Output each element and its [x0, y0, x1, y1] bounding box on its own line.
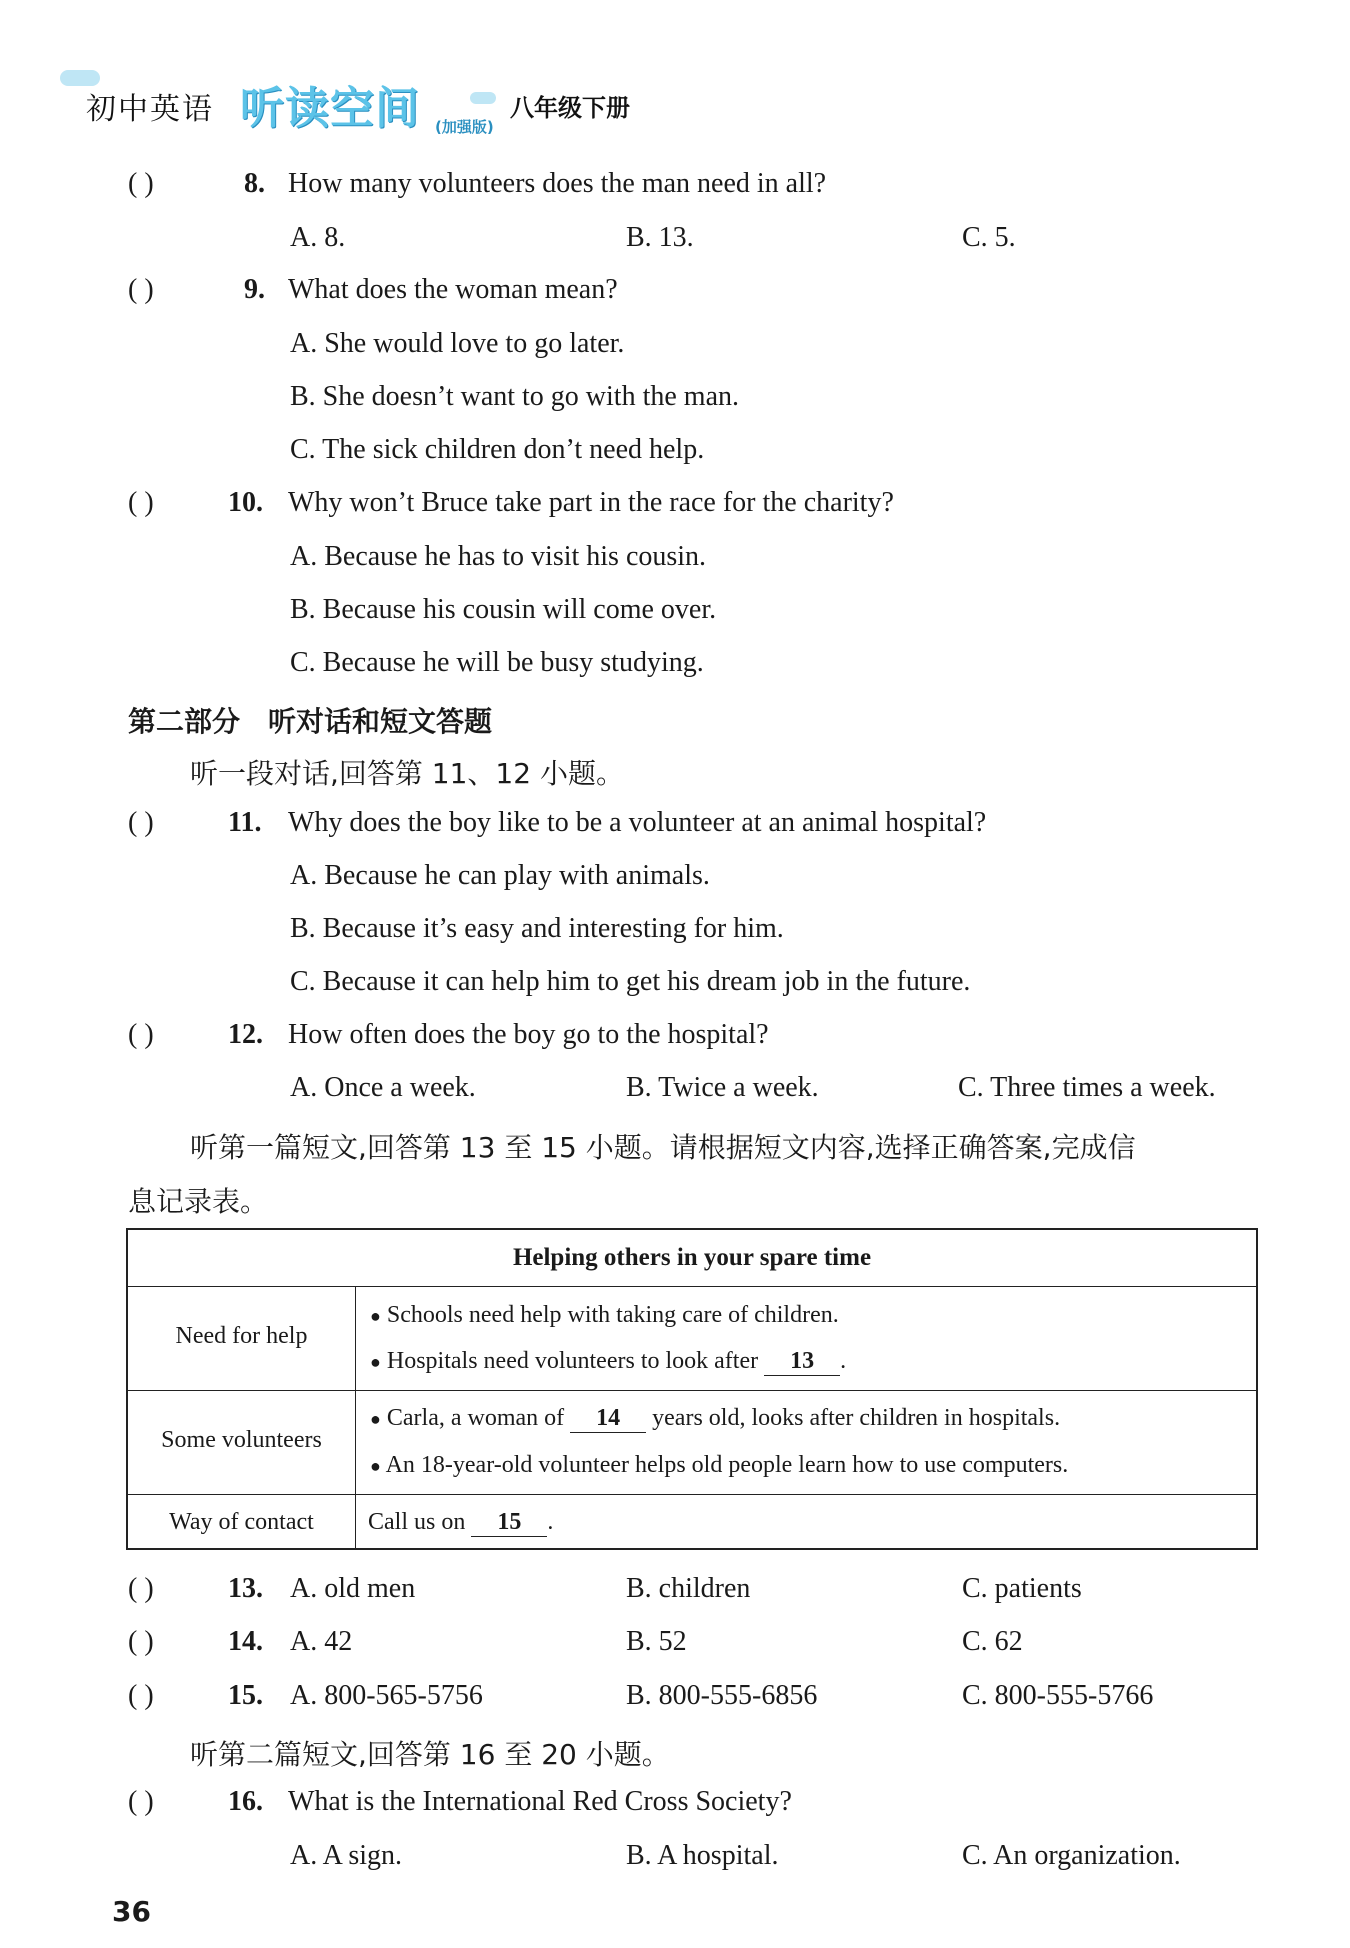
option-c: C. An organization. — [962, 1840, 1181, 1871]
info-record-table — [126, 1228, 1258, 1550]
question-number: 12. — [228, 1019, 263, 1050]
question-number: 8. — [244, 168, 265, 199]
option-a: A. 800-565-5756 — [290, 1680, 483, 1711]
blank-15: 15 — [471, 1509, 547, 1537]
cell-text: An 18-year-old volunteer helps old people learn how to use computers. — [385, 1452, 1069, 1478]
table-title: Helping others in your spare time — [128, 1230, 1256, 1287]
cell-text: Call us on — [368, 1509, 466, 1535]
answer-paren: ( ) — [128, 1626, 154, 1657]
bullet: ● — [370, 1352, 381, 1372]
question-number: 10. — [228, 487, 263, 518]
answer-paren: ( ) — [128, 168, 154, 199]
option-c: C. 800-555-5766 — [962, 1680, 1154, 1711]
option-b: B. 52 — [626, 1626, 687, 1657]
option-a: A. A sign. — [290, 1840, 403, 1871]
cloud-decoration — [470, 92, 496, 104]
option-c: C. patients — [962, 1573, 1082, 1604]
question-number: 11. — [228, 807, 262, 838]
row-label: Way of contact — [169, 1509, 314, 1535]
question-number: 9. — [244, 274, 265, 305]
option-a: A. Because he can play with animals. — [290, 860, 710, 891]
book-logo: 听读空间 — [240, 83, 420, 134]
option-b: B. A hospital. — [626, 1840, 779, 1871]
answer-paren: ( ) — [128, 274, 154, 305]
answer-paren: ( ) — [128, 807, 154, 838]
answer-paren: ( ) — [128, 1786, 154, 1817]
question-stem: Why does the boy like to be a volunteer at an animal hospital? — [288, 807, 987, 838]
page-header — [80, 70, 700, 140]
table-divider — [128, 1390, 1256, 1391]
option-b: B. Because his cousin will come over. — [290, 594, 717, 625]
table-cell-line — [368, 1509, 553, 1537]
question-stem: What does the woman mean? — [288, 274, 618, 305]
page-number: 36 — [112, 1895, 151, 1928]
blank-13: 13 — [764, 1348, 840, 1376]
option-a: A. She would love to go later. — [290, 328, 625, 359]
option-a: A. old men — [290, 1573, 416, 1604]
question-stem: How often does the boy go to the hospital? — [288, 1019, 769, 1050]
option-c: C. 5. — [962, 222, 1016, 253]
cell-text: years old, looks after children in hospitals. — [652, 1405, 1061, 1431]
question-stem: Why won’t Bruce take part in the race for the charity? — [288, 487, 894, 518]
cell-text: Hospitals need volunteers to look after — [386, 1348, 759, 1374]
option-a: A. 8. — [290, 222, 346, 253]
instruction: 听第二篇短文,回答第 16 至 20 小题。 — [190, 1738, 670, 1771]
answer-paren: ( ) — [128, 1573, 154, 1604]
question-number: 15. — [228, 1680, 263, 1711]
question-stem: How many volunteers does the man need in all? — [288, 168, 827, 199]
question-stem: What is the International Red Cross Society? — [288, 1786, 792, 1817]
option-c: C. Because he will be busy studying. — [290, 647, 704, 678]
table-cell-line — [370, 1302, 839, 1329]
answer-paren: ( ) — [128, 1019, 154, 1050]
row-label: Some volunteers — [161, 1427, 322, 1453]
bullet: ● — [370, 1409, 381, 1429]
table-cell-line — [370, 1452, 1068, 1479]
option-a: A. Because he has to visit his cousin. — [290, 541, 707, 572]
instruction: 听一段对话,回答第 11、12 小题。 — [190, 757, 624, 790]
table-cell-line — [370, 1348, 846, 1376]
question-number: 16. — [228, 1786, 263, 1817]
cell-text: Carla, a woman of — [386, 1405, 565, 1431]
option-b: B. children — [626, 1573, 751, 1604]
edition-label: (加强版) — [435, 118, 494, 136]
series-title: 初中英语 — [86, 92, 214, 127]
question-number: 13. — [228, 1573, 263, 1604]
option-c: C. 62 — [962, 1626, 1023, 1657]
option-b: B. She doesn’t want to go with the man. — [290, 381, 739, 412]
option-b: B. Because it’s easy and interesting for him. — [290, 913, 784, 944]
instruction: 听第一篇短文,回答第 13 至 15 小题。请根据短文内容,选择正确答案,完成信 — [190, 1131, 1136, 1164]
grade-label: 八年级下册 — [510, 94, 630, 122]
table-divider — [355, 1286, 356, 1548]
option-b: B. 13. — [626, 222, 694, 253]
cell-text: . — [840, 1348, 847, 1374]
table-cell-line — [370, 1405, 1060, 1433]
option-b: B. 800-555-6856 — [626, 1680, 818, 1711]
table-divider — [128, 1494, 1256, 1495]
section-heading: 第二部分 听对话和短文答题 — [128, 705, 493, 738]
option-c: C. The sick children don’t need help. — [290, 434, 705, 465]
option-c: C. Three times a week. — [958, 1072, 1216, 1103]
option-a: A. Once a week. — [290, 1072, 476, 1103]
row-label: Need for help — [175, 1323, 308, 1349]
answer-paren: ( ) — [128, 1680, 154, 1711]
option-c: C. Because it can help him to get his dream job in the future. — [290, 966, 971, 997]
option-b: B. Twice a week. — [626, 1072, 819, 1103]
bullet: ● — [370, 1456, 381, 1476]
cell-text: Schools need help with taking care of children. — [386, 1302, 839, 1328]
answer-paren: ( ) — [128, 487, 154, 518]
option-a: A. 42 — [290, 1626, 353, 1657]
question-number: 14. — [228, 1626, 263, 1657]
bullet: ● — [370, 1306, 381, 1326]
instruction: 息记录表。 — [128, 1185, 269, 1218]
blank-14: 14 — [570, 1405, 646, 1433]
cell-text: . — [547, 1509, 554, 1535]
